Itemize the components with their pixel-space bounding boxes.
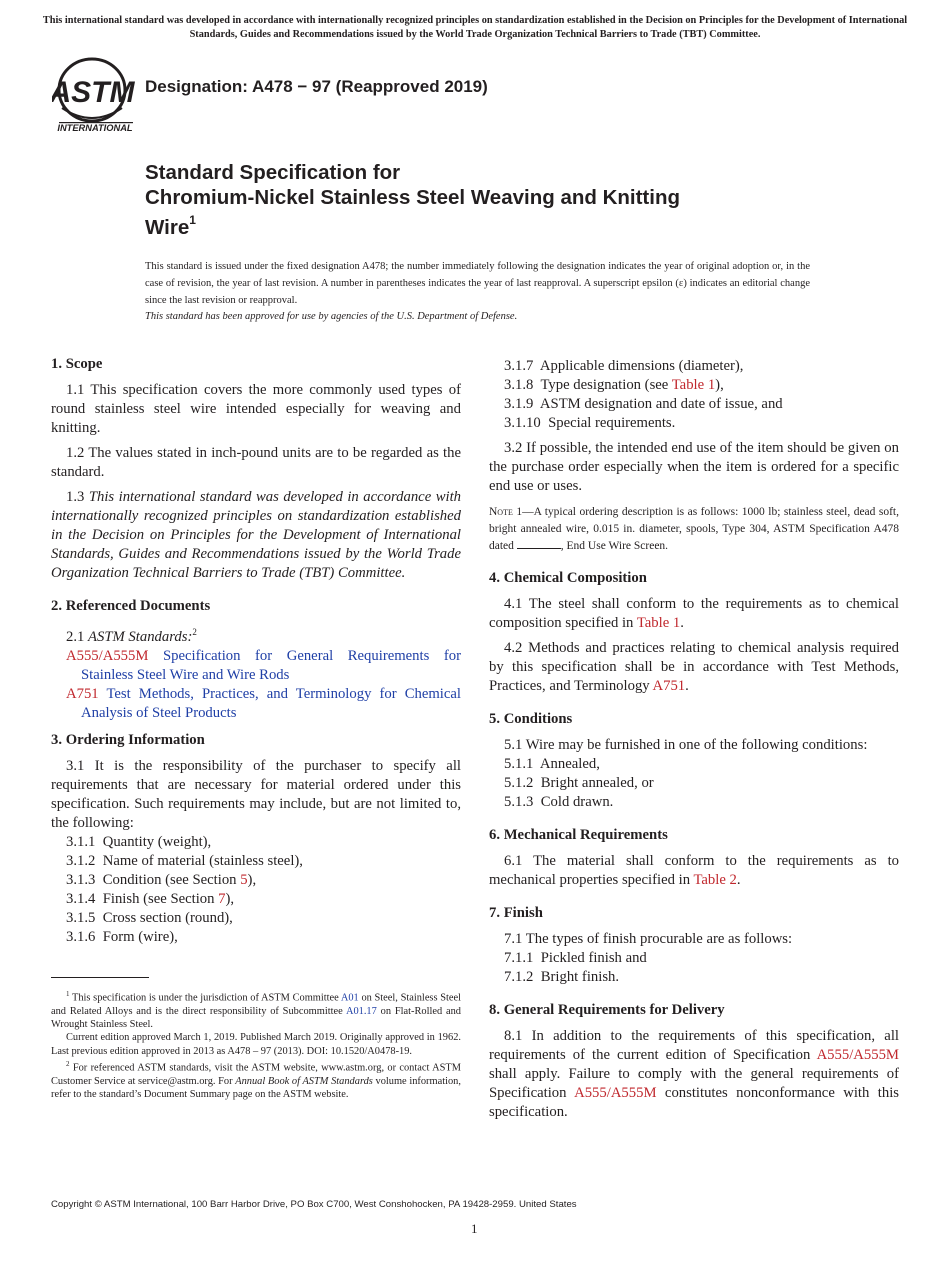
- footnote-2: $^2$ For referenced ASTM standards, visit the ASTM website, www.astm.org, or contact ASTM Customer Service at service@astm.org. For Annual Book of ASTM Standards volume information, refer to the standard’s Document Summary page on the ASTM website.: [51, 1059, 461, 1101]
- item-3-1-9: 3.1.9 ASTM designation and date of issue, and: [504, 396, 783, 412]
- designation: Designation: A478 − 97 (Reapproved 2019): [145, 77, 488, 96]
- header-notice: This international standard was developed in accordance with internationally recognized principles on standardization established in the Decision on Principles for the Development of International Standards, Guides and Recommendations issued by the World Trade Organization Technical Barriers to Trade (TBT) Committee.: [42, 15, 908, 40]
- astm-logo-icon: [52, 56, 136, 134]
- intro-text: This standard is issued under the fixed designation A478; the number immediately following the designation indicates the year of original adoption or, in the case of revision, the year of last revision. A number in parentheses indicates the year of last reapproval. A superscript epsilon (ε) indicates an editorial change since the last revision or reapproval.: [145, 261, 810, 306]
- link-table-1[interactable]: Table 1: [671, 377, 716, 393]
- title-footnote-mark: 1: [189, 213, 196, 227]
- section-heading-delivery: 8. General Requirements for Delivery: [489, 1002, 725, 1018]
- item-3-1-8: 3.1.8 Type designation (see Table 1),: [504, 377, 724, 393]
- paragraph-4-1: 4.1 The steel shall conform to the requirements as to chemical composition specified in Table 1.: [489, 596, 899, 631]
- section-heading-chemical: 4. Chemical Composition: [489, 570, 647, 586]
- right-column: [489, 357, 899, 1128]
- item-5-1-1: 5.1.1 Annealed,: [504, 756, 600, 772]
- reference-a751: [51, 685, 461, 723]
- paragraph-1-1: 1.1 This specification covers the more commonly used types of round stainless steel wire intended especially for weaving and knitting.: [51, 382, 461, 436]
- left-column: [51, 355, 461, 947]
- paragraph-6-1: 6.1 The material shall conform to the requirements as to mechanical properties specified in Table 2.: [489, 853, 899, 888]
- note-1: Note 1—A typical ordering description is as follows: 1000 lb; stainless steel, dead soft, bright annealed wire, 0.015 in. diameter, spools, Type 304, ASTM Specification A478 dated , End Use Wire Screen.: [489, 506, 900, 552]
- link-a555-title[interactable]: Specification for General Requirements for Stainless Steel Wire and Wire Rods: [81, 647, 461, 683]
- paragraph-7-1: 7.1 The types of finish procurable are as follows:: [504, 931, 793, 947]
- link-a751[interactable]: A751: [66, 685, 99, 702]
- title-line-3: Wire$^1$: [145, 213, 196, 239]
- svg-text:INTERNATIONAL: INTERNATIONAL: [57, 123, 133, 133]
- section-heading-conditions: 5. Conditions: [489, 711, 573, 727]
- item-3-1-2: 3.1.2 Name of material (stainless steel),: [66, 852, 303, 869]
- blank-line: [517, 539, 561, 549]
- link-a751-title[interactable]: Test Methods, Practices, and Terminology for Chemical Analysis of Steel Products: [81, 685, 461, 721]
- paragraph-8-1: 8.1 In addition to the requirements of this specification, all requirements of the current edition of Specification A555/A555M shall apply. Failure to comply with the general requirements of Specification A555/A555M constitutes nonconformance with this specification.: [489, 1028, 899, 1120]
- page-title: [145, 160, 845, 240]
- paragraph-1-3: 1.3 This international standard was developed in accordance with internationally recognized principles on standardization established in the Decision on Principles for the Development of International Standards, Guides and Recommendations issued by the World Trade Organization Technical Barriers to Trade (TBT) Committee.: [51, 489, 461, 581]
- paragraph-1-2: 1.2 The values stated in inch-pound units are to be regarded as the standard.: [51, 445, 461, 480]
- link-section-7[interactable]: 7: [218, 890, 226, 907]
- section-heading-scope: 1. Scope: [51, 356, 103, 372]
- footnote-1: $^1$ This specification is under the jurisdiction of ASTM Committee A01 on Steel, Stainless Steel and Related Alloys and is the direct responsibility of Subcommittee A01.17 on Flat-Rolled and Wrought Stainless Steel.: [51, 990, 461, 1031]
- item-3-1-3: 3.1.3 Condition (see Section 5),: [66, 871, 257, 888]
- section-heading-ordering: 3. Ordering Information: [51, 731, 205, 748]
- paragraph-3-2: 3.2 If possible, the intended end use of the item should be given on the purchase order especially when the item is ordered for a specific end use or uses.: [489, 440, 899, 494]
- link-a555-delivery-2[interactable]: A555/A555M: [574, 1085, 657, 1101]
- item-5-1-2: 5.1.2 Bright annealed, or: [504, 775, 654, 791]
- page-number: 1: [471, 1221, 478, 1236]
- svg-text:ASTM: ASTM: [52, 76, 135, 109]
- link-a555[interactable]: A555/A555M: [66, 647, 149, 664]
- footnotes: [51, 988, 461, 1101]
- item-3-1-1: 3.1.1 Quantity (weight),: [66, 833, 212, 850]
- section-heading-finish: 7. Finish: [489, 905, 543, 921]
- link-committee-a01[interactable]: A01: [340, 992, 359, 1004]
- link-subcommittee-a01-17[interactable]: A01.17: [345, 1005, 377, 1017]
- paragraph-5-1: 5.1 Wire may be furnished in one of the following conditions:: [504, 737, 868, 753]
- item-3-1-6: 3.1.6 Form (wire),: [66, 928, 178, 945]
- footnote-1-edition: Current edition approved March 1, 2019. Published March 2019. Originally approved in 1962. Last previous edition approved in 2013 as A478 – 97 (2013). DOI: 10.1520/A0478-19.: [51, 1032, 461, 1057]
- link-a751-test[interactable]: A751: [652, 678, 686, 694]
- section-heading-referenced: 2. Referenced Documents: [51, 598, 211, 614]
- link-section-5[interactable]: 5: [240, 871, 248, 888]
- link-a555-delivery-1[interactable]: A555/A555M: [816, 1047, 899, 1063]
- item-7-1-2: 7.1.2 Bright finish.: [504, 969, 620, 985]
- item-7-1-1: 7.1.1 Pickled finish and: [504, 950, 647, 966]
- item-3-1-7: 3.1.7 Applicable dimensions (diameter),: [504, 358, 744, 374]
- footnote-divider: [51, 977, 149, 978]
- item-3-1-5: 3.1.5 Cross section (round),: [66, 909, 233, 926]
- link-table-2[interactable]: Table 2: [693, 872, 737, 888]
- title-line-1: Standard Specification for: [145, 161, 401, 184]
- item-5-1-3: 5.1.3 Cold drawn.: [504, 794, 614, 810]
- copyright-notice: Copyright © ASTM International, 100 Barr Harbor Drive, PO Box C700, West Conshohocken, PA 19428-2959. United States: [51, 1199, 577, 1210]
- title-line-2: Chromium-Nickel Stainless Steel Weaving and Knitting: [145, 186, 681, 209]
- dod-notice: This standard has been approved for use by agencies of the U.S. Department of Defense.: [145, 311, 518, 322]
- reference-a555: [51, 647, 461, 685]
- paragraph-4-2: 4.2 Methods and practices relating to chemical analysis required by this specification shall be in accordance with Test Methods, Practices, and Terminology A751.: [489, 640, 899, 694]
- item-3-1-10: 3.1.10 Special requirements.: [504, 415, 676, 431]
- item-3-1-4: 3.1.4 Finish (see Section 7),: [66, 890, 235, 907]
- link-table-1-chem[interactable]: Table 1: [636, 615, 681, 631]
- section-heading-mechanical: 6. Mechanical Requirements: [489, 827, 668, 843]
- paragraph-3-1: 3.1 It is the responsibility of the purchaser to specify all requirements that are necessary for material ordered under this specification. Such requirements may include, but are not limited to, the following:: [51, 757, 461, 831]
- paragraph-2-1: 2.1 ASTM Standards:$^2$: [66, 627, 197, 645]
